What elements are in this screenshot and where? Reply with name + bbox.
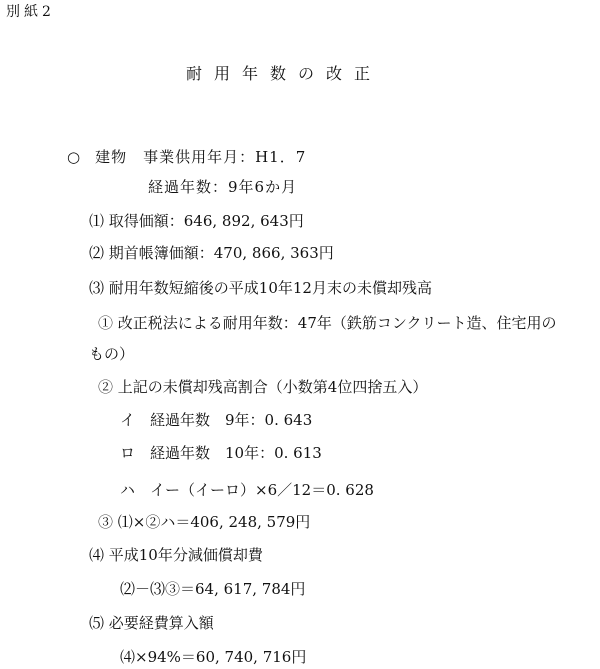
ratio-row-i: イ 経過年数 9年：0. 643 (120, 411, 313, 429)
sub-item-balance-ratio: ② 上記の未償却残高割合（小数第4位四捨五入） (98, 378, 428, 396)
list-item-depreciation-expense: ⑷ 平成10年分減価償却費 (89, 546, 263, 564)
list-item-undepreciated-balance: ⑶ 耐用年数短縮後の平成10年12月末の未償却残高 (89, 279, 432, 297)
elapsed-years: 経過年数：9年6か月 (148, 178, 298, 196)
section-heading-text: 建物 事業供用年月：H1．7 (95, 148, 307, 166)
depreciation-calculation: ⑵－⑶③＝64, 617, 784円 (120, 580, 306, 598)
sub-item-useful-life: ① 改正税法による耐用年数：47年（鉄筋コンクリート造、住宅用の (98, 314, 557, 332)
ratio-row-ro: ロ 経過年数 10年：0. 613 (120, 444, 322, 462)
sheet-label: 別紙2 (6, 4, 55, 20)
section-marker: ○ (67, 148, 82, 166)
ratio-row-ha: ハ イー（イーロ）×6／12＝0. 628 (120, 481, 374, 499)
necessary-expense-calculation: ⑷×94%＝60, 740, 716円 (120, 648, 307, 666)
section-heading (67, 148, 306, 166)
list-item-acquisition-cost: ⑴ 取得価額：646, 892, 643円 (89, 212, 304, 230)
sub-item-balance-result: ③ ⑴×②ハ＝406, 248, 579円 (98, 513, 311, 531)
sub-item-useful-life-continued: もの） (89, 345, 135, 363)
document-title: 耐用年数の改正 (186, 64, 383, 83)
list-item-necessary-expense: ⑸ 必要経費算入額 (89, 614, 214, 632)
list-item-opening-book-value: ⑵ 期首帳簿価額：470, 866, 363円 (89, 244, 334, 262)
